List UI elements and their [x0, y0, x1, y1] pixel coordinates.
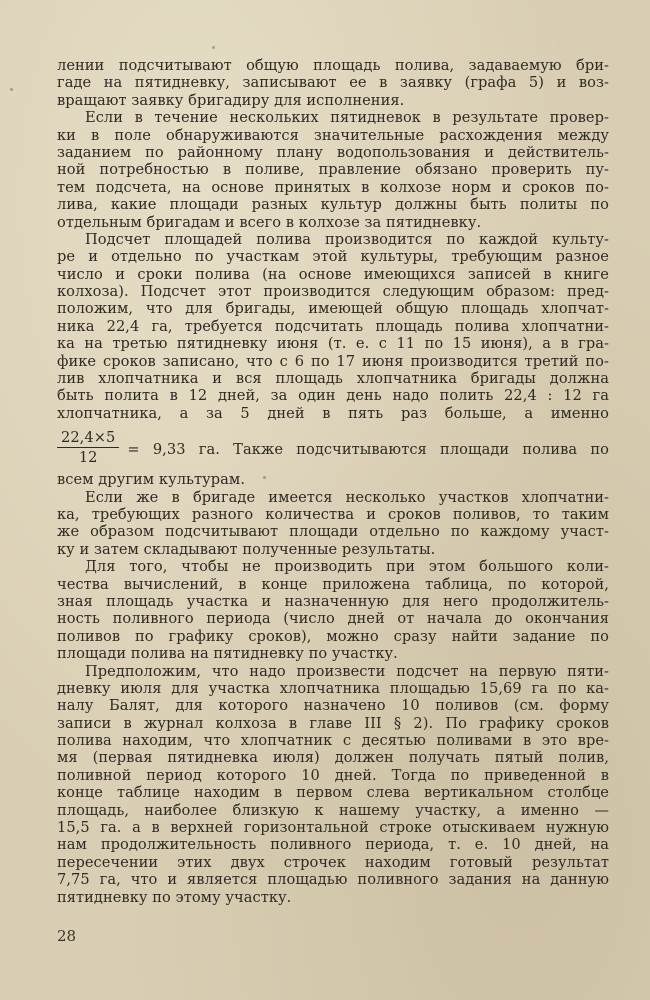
text-line: число и сроки полива (на основе имеющихся записей в книге	[57, 265, 609, 283]
paragraph	[57, 109, 609, 231]
text-line: Подсчет площадей полива производится по каждой культу-	[85, 230, 609, 248]
text-line: вращают заявку бригадиру для исполнения.	[57, 91, 405, 109]
page-number: 28	[57, 927, 77, 945]
text-line: мя (первая пятидневка июля) должен получать пятый полив,	[57, 749, 609, 767]
text-line: лении подсчитывают общую площадь полива, задаваемую бри-	[57, 57, 609, 74]
text-line: пятидневку по этому участку.	[57, 888, 292, 906]
text-line: дневку июля для участка хлопчатника площадью 15,69 га по ка-	[57, 679, 609, 697]
text-line: положим, что для бригады, имеющей общую площадь хлопчат-	[57, 300, 609, 318]
text-line: колхоза). Подсчет этот производится следующим образом: пред-	[57, 283, 609, 301]
text-line: тем подсчета, на основе принятых в колхозе норм и сроков по-	[57, 178, 609, 196]
text-line: всем другим культурам.	[57, 471, 246, 489]
text-line: 7,75 га, что и является площадью поливного задания на данную	[57, 871, 609, 889]
text-line: записи в журнал колхоза в главе III § 2). По графику сроков	[57, 714, 609, 732]
text-line: отдельным бригадам и всего в колхозе за пятидневку.	[57, 213, 482, 231]
text-line: быть полита в 12 дней, за один день надо полить 22,4 : 12 га	[57, 387, 609, 405]
text-line: ре и отдельно по участкам этой культуры, требующим разное	[57, 248, 609, 266]
text-line: поливной период которого 10 дней. Тогда по приведенной в	[57, 766, 609, 784]
paragraph	[57, 57, 609, 109]
text-line: ки в поле обнаруживаются значительные расхождения между	[57, 126, 609, 144]
text-line: чества вычислений, в конце приложена таблица, по которой,	[57, 575, 609, 593]
text-line: ность поливного периода (число дней от начала до окончания	[57, 610, 609, 628]
text-line: нам продолжительность поливного периода, т. е. 10 дней, на	[57, 836, 609, 854]
text-line: Для того, чтобы не производить при этом большого коли-	[85, 558, 609, 576]
text-line: площади полива на пятидневку по участку.	[57, 645, 398, 663]
fraction-numerator: 22,4×5	[57, 429, 119, 448]
text-line: ка на третью пятидневку июня (т. е. с 11 по 15 июня), а в гра-	[57, 335, 609, 353]
text-line: заданием по районному плану водопользования и действитель-	[57, 143, 609, 161]
paragraph	[57, 489, 609, 559]
text-line: лива, какие площади разных культур должны быть политы по	[57, 196, 609, 214]
page-body-text	[57, 57, 609, 906]
formula-line	[57, 425, 609, 471]
fraction	[57, 429, 119, 467]
text-line: налу Балят, для которого назначено 10 поливов (см. форму	[57, 697, 609, 715]
formula-result-text: = 9,33 га. Также подсчитываются площади полива по	[127, 440, 609, 458]
text-line: ника 22,4 га, требуется подсчитать площадь полива хлопчатни-	[57, 317, 609, 335]
text-line: Предположим, что надо произвести подсчет на первую пяти-	[85, 662, 609, 680]
text-line: конце таблице находим в первом слева вертикальном столбце	[57, 784, 609, 802]
text-line: зная площадь участка и назначенную для него продолжитель-	[57, 592, 609, 610]
text-line: гаде на пятидневку, записывают ее в заявку (графа 5) и воз-	[57, 74, 609, 92]
paragraph	[57, 231, 609, 489]
text-line: поливов по графику сроков), можно сразу найти задание по	[57, 627, 609, 645]
paragraph	[57, 558, 609, 662]
text-line: ка, требующих разного количества и сроков поливов, то таким	[57, 505, 609, 523]
text-line: хлопчатника, а за 5 дней в пять раз больше, а именно	[57, 404, 609, 422]
text-line: лив хлопчатника и вся площадь хлопчатника бригады должна	[57, 370, 609, 388]
text-line: 15,5 га. а в верхней горизонтальной строке отыскиваем нужную	[57, 819, 609, 837]
text-line: же образом подсчитывают площади отдельно по каждому участ-	[57, 523, 609, 541]
text-line: ку и затем складывают полученные результаты.	[57, 540, 436, 558]
text-line: ной потребностью в поливе, правление обязано проверить пу-	[57, 161, 609, 179]
text-line: полива находим, что хлопчатник с десятью поливами в это вре-	[57, 732, 609, 750]
text-line: пересечении этих двух строчек находим готовый результат	[57, 853, 609, 871]
text-line: Если же в бригаде имеется несколько участков хлопчатни-	[85, 488, 609, 506]
text-line: Если в течение нескольких пятидневок в результате провер-	[85, 109, 609, 127]
paper-speck	[212, 46, 215, 49]
paragraph	[57, 663, 609, 906]
text-line: площадь, наиболее близкую к нашему участку, а именно —	[57, 801, 609, 819]
text-line: фике сроков записано, что с 6 по 17 июня производится третий по-	[57, 352, 609, 370]
paper-speck	[263, 476, 266, 479]
fraction-denominator: 12	[78, 449, 98, 467]
paper-speck	[10, 88, 13, 91]
